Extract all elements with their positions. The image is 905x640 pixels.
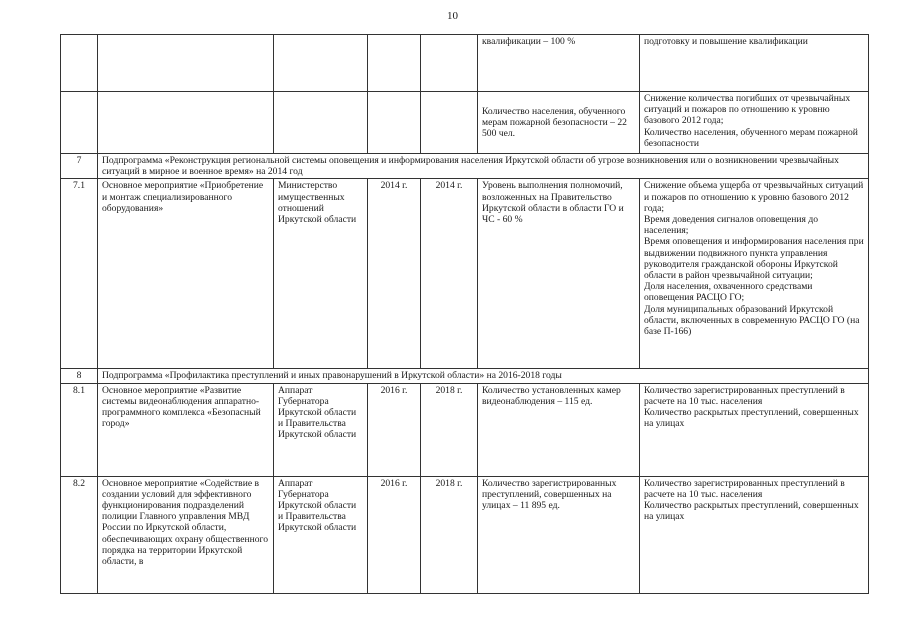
effect-cell: подготовку и повышение квалификации bbox=[640, 35, 869, 92]
program-table bbox=[60, 34, 869, 594]
subprogram-number: 7 bbox=[61, 154, 98, 179]
measure-name: Основное мероприятие «Приобретение и монтаж специализированного оборудования» bbox=[98, 179, 274, 369]
measure-number: 8.2 bbox=[61, 476, 98, 593]
effect-line: Количество раскрытых преступлений, совершенных на улицах bbox=[644, 407, 859, 430]
subprogram-number: 8 bbox=[61, 369, 98, 383]
table-row bbox=[61, 92, 869, 154]
measure-number: 7.1 bbox=[61, 179, 98, 369]
measure-row bbox=[61, 179, 869, 369]
table-cell bbox=[61, 92, 98, 154]
effect-line: Количество населения, обученного мерам пожарной безопасности bbox=[644, 126, 858, 149]
table-cell bbox=[98, 35, 274, 92]
effect-cell bbox=[640, 92, 869, 154]
effect-cell bbox=[640, 476, 869, 593]
table-cell bbox=[421, 35, 478, 92]
table-row bbox=[61, 35, 869, 92]
table-cell bbox=[274, 92, 368, 154]
effect-cell bbox=[640, 179, 869, 369]
effect-line: Количество зарегистрированных преступлений в расчете на 10 тыс. населения bbox=[644, 384, 845, 407]
measure-executor: Аппарат Губернатора Иркутской области и Правительства Иркутской области bbox=[274, 476, 368, 593]
table-cell bbox=[98, 92, 274, 154]
indicator-cell: Количество установленных камер видеонаблюдения – 115 ед. bbox=[478, 383, 640, 476]
effect-line: Время оповещения и информирования населения при выдвижении подвижного пункта управления руководителя гражданской обороны Иркутской области в район чрезвычайной ситуации; bbox=[644, 236, 864, 282]
effect-line: Доля населения, охваченного средствами оповещения РАСЦО ГО; bbox=[644, 281, 813, 304]
measure-executor: Министерство имущественных отношений Иркутской области bbox=[274, 179, 368, 369]
effect-line: Снижение объема ущерба от чрезвычайных ситуаций и пожаров по отношению к уровню базового 2012 года; bbox=[644, 180, 864, 214]
table-cell bbox=[61, 35, 98, 92]
subprogram-row bbox=[61, 369, 869, 383]
indicator-cell: квалификации – 100 % bbox=[478, 35, 640, 92]
measure-name: Основное мероприятие «Развитие системы видеонаблюдения аппаратно-программного комплекса «Безопасный город» bbox=[98, 383, 274, 476]
effect-line: Количество зарегистрированных преступлений в расчете на 10 тыс. населения bbox=[644, 477, 845, 500]
measure-number: 8.1 bbox=[61, 383, 98, 476]
table-cell bbox=[368, 35, 421, 92]
table-cell bbox=[368, 92, 421, 154]
subprogram-title: Подпрограмма «Реконструкция региональной системы оповещения и информирования населения Иркутской области об угрозе возникновения или о возникновении чрезвычайных ситуаций в мирное и военное время» на 2014 год bbox=[98, 154, 869, 179]
indicator-cell: Количество зарегистрированных преступлений, совершенных на улицах – 11 895 ед. bbox=[478, 476, 640, 593]
indicator-cell: Количество населения, обученного мерам пожарной безопасности – 22 500 чел. bbox=[478, 92, 640, 154]
effect-line: Снижение количества погибших от чрезвычайных ситуаций и пожаров по отношению к уровню базового 2012 года; bbox=[644, 93, 851, 127]
page-number: 10 bbox=[447, 10, 458, 22]
measure-end: 2014 г. bbox=[421, 179, 478, 369]
measure-executor: Аппарат Губернатора Иркутской области и Правительства Иркутской области bbox=[274, 383, 368, 476]
measure-end: 2018 г. bbox=[421, 383, 478, 476]
measure-start: 2014 г. bbox=[368, 179, 421, 369]
effect-line: Время доведения сигналов оповещения до населения; bbox=[644, 214, 819, 237]
measure-name: Основное мероприятие «Содействие в создании условий для эффективного функционирования подразделений полиции Главного управления МВД России по Иркутской области, обеспечивающих охрану общественного порядка на территории Иркутской области, в bbox=[98, 476, 274, 593]
measure-end: 2018 г. bbox=[421, 476, 478, 593]
table-cell bbox=[421, 92, 478, 154]
effect-line: Доля муниципальных образований Иркутской области, включенных в современную РАСЦО ГО (на базе П-166) bbox=[644, 303, 860, 338]
subprogram-title: Подпрограмма «Профилактика преступлений и иных правонарушений в Иркутской области» на 2016-2018 годы bbox=[98, 369, 869, 383]
table-cell bbox=[274, 35, 368, 92]
measure-start: 2016 г. bbox=[368, 476, 421, 593]
indicator-cell: Уровень выполнения полномочий, возложенных на Правительство Иркутской области в области ГО и ЧС - 60 % bbox=[478, 179, 640, 369]
measure-row bbox=[61, 476, 869, 593]
measure-row bbox=[61, 383, 869, 476]
effect-line: Количество раскрытых преступлений, совершенных на улицах bbox=[644, 500, 859, 523]
effect-cell bbox=[640, 383, 869, 476]
subprogram-row bbox=[61, 154, 869, 179]
measure-start: 2016 г. bbox=[368, 383, 421, 476]
